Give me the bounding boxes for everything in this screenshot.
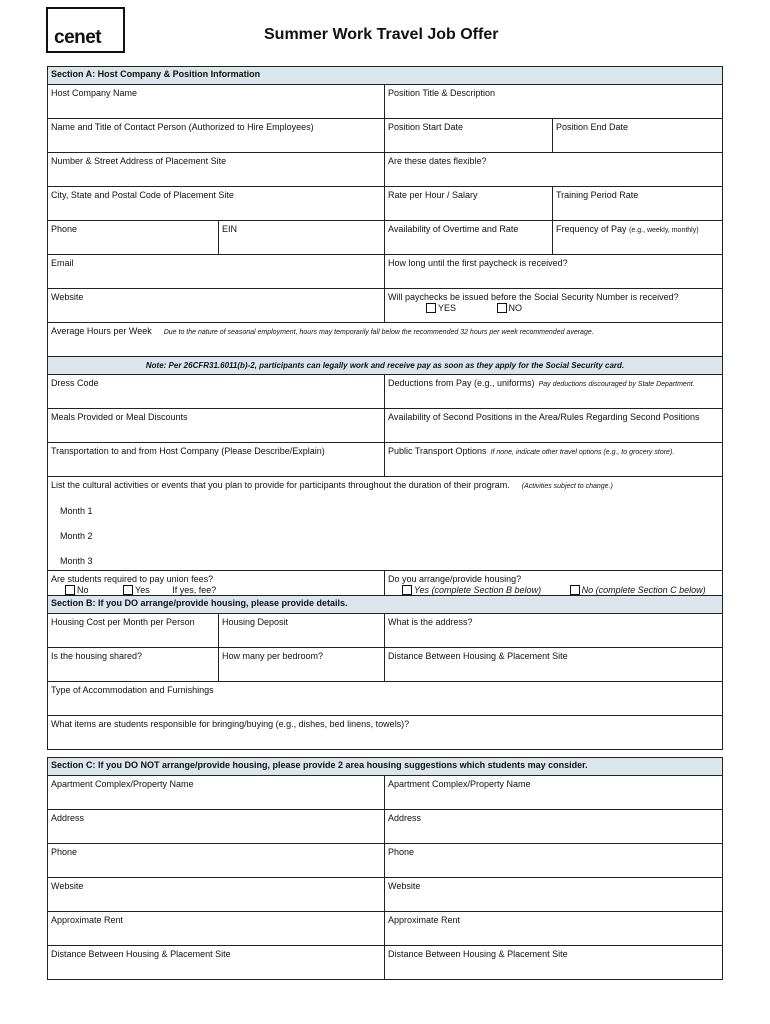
distance-1-label: Distance Between Housing & Placement Site	[51, 949, 231, 959]
training-rate-field[interactable]	[553, 187, 723, 221]
phone-1-field[interactable]	[48, 844, 385, 878]
phone-2-label: Phone	[388, 847, 415, 857]
apartment-1-field[interactable]	[48, 776, 385, 810]
street-address-label: Number & Street Address of Placement Site	[51, 156, 227, 166]
union-no-label: No	[77, 585, 89, 595]
dress-code-field[interactable]	[48, 375, 385, 409]
section-c-table	[47, 757, 723, 980]
section-b-table	[47, 595, 723, 750]
position-title-field[interactable]	[385, 85, 723, 119]
email-field[interactable]	[48, 255, 385, 289]
union-yes-option[interactable]	[123, 585, 150, 595]
position-start-field[interactable]	[385, 119, 553, 153]
arrange-housing-label: Do you arrange/provide housing?	[388, 574, 522, 584]
housing-no-checkbox[interactable]	[570, 585, 580, 595]
frequency-pay-note: (e.g., weekly, monthly)	[629, 227, 699, 234]
public-transport-label: Public Transport Options	[388, 446, 487, 456]
second-positions-label: Availability of Second Positions in the Area/Rules Regarding Second Positions	[388, 412, 700, 422]
housing-distance-field[interactable]	[385, 648, 723, 682]
union-yes-label: Yes	[135, 585, 150, 595]
housing-no-label: No (complete Section C below)	[581, 585, 706, 595]
avg-hours-note: Due to the nature of seasonal employment, hours may temporarily fall below the recommended 32 hours per week recommended average.	[163, 329, 594, 336]
overtime-label: Availability of Overtime and Rate	[388, 224, 519, 234]
union-fee-label: If yes, fee?	[172, 585, 217, 595]
apartment-1-label: Apartment Complex/Property Name	[51, 779, 194, 789]
paychecks-yes-option[interactable]	[426, 303, 456, 313]
avg-hours-label: Average Hours per Week	[51, 326, 152, 336]
no-checkbox[interactable]	[497, 303, 507, 313]
items-label: What items are students responsible for bringing/buying (e.g., dishes, bed linens, towels)?	[51, 719, 410, 729]
address-2-field[interactable]	[385, 810, 723, 844]
transportation-field[interactable]	[48, 443, 385, 477]
city-state-label: City, State and Postal Code of Placement Site	[51, 190, 234, 200]
phone-2-field[interactable]	[385, 844, 723, 878]
cultural-label: List the cultural activities or events that you plan to provide for participants throughout the duration of their program.	[51, 480, 510, 490]
address-2-label: Address	[388, 813, 422, 823]
meals-field[interactable]	[48, 409, 385, 443]
rate-per-hour-field[interactable]	[385, 187, 553, 221]
training-rate-label: Training Period Rate	[556, 190, 639, 200]
first-paycheck-field[interactable]	[385, 255, 723, 289]
apartment-2-field[interactable]	[385, 776, 723, 810]
overtime-field[interactable]	[385, 221, 553, 255]
items-field[interactable]	[48, 716, 723, 750]
position-end-label: Position End Date	[556, 122, 629, 132]
deductions-field[interactable]	[385, 375, 723, 409]
dress-code-label: Dress Code	[51, 378, 99, 388]
phone-label: Phone	[51, 224, 78, 234]
dates-flexible-label: Are these dates flexible?	[388, 156, 487, 166]
housing-no-option[interactable]	[570, 585, 706, 595]
website-1-label: Website	[51, 881, 84, 891]
ein-field[interactable]	[219, 221, 385, 255]
paychecks-ssn-field	[385, 289, 723, 323]
position-start-label: Position Start Date	[388, 122, 464, 132]
second-positions-field[interactable]	[385, 409, 723, 443]
first-paycheck-label: How long until the first paycheck is received?	[388, 258, 568, 268]
website-label: Website	[51, 292, 84, 302]
housing-shared-label: Is the housing shared?	[51, 651, 143, 661]
month-1-label: Month 1	[60, 506, 93, 516]
host-company-name-label: Host Company Name	[51, 88, 138, 98]
section-a-table	[47, 66, 723, 607]
page-title: Summer Work Travel Job Offer	[264, 26, 499, 43]
housing-yes-option[interactable]	[402, 585, 541, 595]
housing-deposit-field[interactable]	[219, 614, 385, 648]
union-fees-label: Are students required to pay union fees?	[51, 574, 214, 584]
accommodation-field[interactable]	[48, 682, 723, 716]
deductions-label: Deductions from Pay (e.g., uniforms)	[388, 378, 535, 388]
deductions-note: Pay deductions discouraged by State Department.	[538, 381, 695, 388]
housing-distance-label: Distance Between Housing & Placement Site	[388, 651, 568, 661]
housing-cost-field[interactable]	[48, 614, 219, 648]
website-2-label: Website	[388, 881, 421, 891]
distance-2-label: Distance Between Housing & Placement Site	[388, 949, 568, 959]
union-yes-checkbox[interactable]	[123, 585, 133, 595]
host-company-name-field[interactable]	[48, 85, 385, 119]
contact-person-label: Name and Title of Contact Person (Authorized to Hire Employees)	[51, 122, 314, 132]
section-a-header: Section A: Host Company & Position Information	[48, 67, 723, 85]
position-end-field[interactable]	[553, 119, 723, 153]
distance-1-field[interactable]	[48, 946, 385, 980]
street-address-field[interactable]	[48, 153, 385, 187]
paychecks-no-option[interactable]	[497, 303, 523, 313]
yes-label: YES	[438, 303, 457, 313]
month-3-label: Month 3	[60, 556, 93, 566]
distance-2-field[interactable]	[385, 946, 723, 980]
rate-per-hour-label: Rate per Hour / Salary	[388, 190, 478, 200]
avg-hours-field[interactable]	[48, 323, 723, 357]
cultural-activities-field[interactable]	[48, 477, 723, 571]
apartment-2-label: Apartment Complex/Property Name	[388, 779, 531, 789]
union-no-option[interactable]	[65, 585, 89, 595]
housing-address-label: What is the address?	[388, 617, 473, 627]
paychecks-ssn-label: Will paychecks be issued before the Social Security Number is received?	[388, 292, 679, 302]
housing-yes-label: Yes (complete Section B below)	[414, 585, 542, 595]
housing-yes-checkbox[interactable]	[402, 585, 412, 595]
cultural-note: (Activities subject to change.)	[521, 483, 613, 490]
per-bedroom-label: How many per bedroom?	[222, 651, 324, 661]
month-2-label: Month 2	[60, 531, 93, 541]
meals-label: Meals Provided or Meal Discounts	[51, 412, 188, 422]
ein-label: EIN	[222, 224, 238, 234]
housing-deposit-label: Housing Deposit	[222, 617, 289, 627]
rent-2-label: Approximate Rent	[388, 915, 461, 925]
website-1-field[interactable]	[48, 878, 385, 912]
section-c-header: Section C: If you DO NOT arrange/provide housing, please provide 2 area housing suggestions which students may consider.	[48, 758, 723, 776]
housing-cost-label: Housing Cost per Month per Person	[51, 617, 195, 627]
email-label: Email	[51, 258, 74, 268]
section-b-header: Section B: If you DO arrange/provide housing, please provide details.	[48, 596, 723, 614]
rent-1-label: Approximate Rent	[51, 915, 124, 925]
ssn-note: Note: Per 26CFR31.6011(b)-2, participants can legally work and receive pay as soon as they apply for the Social Security card.	[48, 357, 723, 375]
dates-flexible-field[interactable]	[385, 153, 723, 187]
public-transport-field[interactable]	[385, 443, 723, 477]
phone-1-label: Phone	[51, 847, 78, 857]
no-label: NO	[508, 303, 523, 313]
union-no-checkbox[interactable]	[65, 585, 75, 595]
public-transport-note: If none, indicate other travel options (e.g., to grocery store).	[490, 449, 675, 456]
phone-field[interactable]	[48, 221, 219, 255]
yes-checkbox[interactable]	[426, 303, 436, 313]
per-bedroom-field[interactable]	[219, 648, 385, 682]
accommodation-label: Type of Accommodation and Furnishings	[51, 685, 214, 695]
website-2-field[interactable]	[385, 878, 723, 912]
housing-address-field[interactable]	[385, 614, 723, 648]
rent-2-field[interactable]	[385, 912, 723, 946]
frequency-pay-label: Frequency of Pay	[556, 224, 627, 234]
city-state-field[interactable]	[48, 187, 385, 221]
website-field[interactable]	[48, 289, 385, 323]
rent-1-field[interactable]	[48, 912, 385, 946]
logo-text: cenet	[54, 27, 102, 48]
cenet-logo	[46, 7, 125, 53]
address-1-label: Address	[51, 813, 85, 823]
contact-person-field[interactable]	[48, 119, 385, 153]
frequency-pay-field[interactable]	[553, 221, 723, 255]
address-1-field[interactable]	[48, 810, 385, 844]
position-title-label: Position Title & Description	[388, 88, 496, 98]
transportation-label: Transportation to and from Host Company (Please Describe/Explain)	[51, 446, 325, 456]
housing-shared-field[interactable]	[48, 648, 219, 682]
